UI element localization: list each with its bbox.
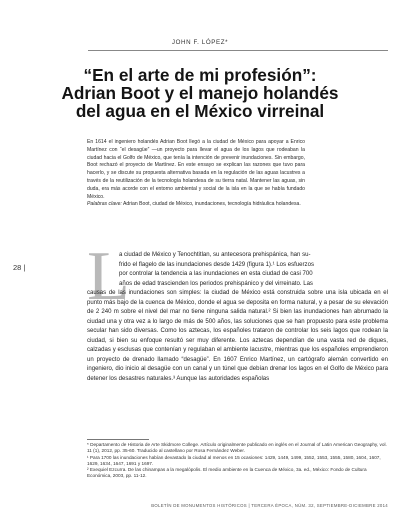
running-footer: BOLETÍN DE MONUMENTOS HISTÓRICOS | TERCERA ÉPOCA, NÚM. 32, SEPTIEMBRE-DICIEMBRE 2014 (151, 503, 388, 508)
body-paragraph: causas de las inundaciones son simples: la ciudad de México está construida sobre una isla ubicada en el punto más bajo de la cuenca de México, donde el agua se deposita en forma natural, y a pesar de su elevación de 2 240 m sobre el nivel del mar no tiene ninguna salida natural.² Si bien las inundaciones han abrumado la ciudad una y otra vez a lo largo de más de 500 años, las soluciones que se han propuesto para este problema secular han sido diversas. Como los aztecas, los españoles trataron de controlar los seis lagos que rodean la ciudad, si bien su enfoque resultó ser muy diferente. Los aztecas dependían de una vasta red de diques, calzadas y esclusas que contenían y regulaban el ambiente lacustre, mientras que los españoles emprendieron un proyecto de drenado llamado “desagüe”. En 1607 Enrico Martínez, un cartógrafo alemán convertido en ingeniero, dio inicio al desagüe con un canal y un túnel que debían drenar los lagos en el Golfo de México para detener los desastres naturales.³ Aunque las autoridades españolas (87, 290, 388, 382)
article-title-line-3: del agua en el México virreinal (75, 101, 325, 121)
abstract-text: En 1614 el ingeniero holandés Adrian Boot llegó a la ciudad de México para apoyar a Enrico Martínez con “el desagüe” —un proyecto para llevar el agua de los lagos que rodeaban la ciudad hacia el Golfo de México, que tenía la intención de prevenir inundaciones. Sin embargo, Boot rechazó el proyecto de Martínez. En este ensayo se explican las razones que tuvo para hacerlo, y se discute su propuesta alternativa basada en la regulación de las aguas lacustres a través de la reutilización de la tecnología holandesa de su tierra natal. Mantener las aguas, sin duda, era más acorde con el entorno ambiental y social de la isla en la que se había fundado México. (87, 139, 305, 200)
header-author: JOHN F. LÓPEZ* (171, 39, 229, 46)
body-line: años de edad trascienden los periodos prehispánico y del virreinato. Las (119, 280, 313, 287)
abstract (87, 139, 305, 209)
keywords-text: Adrian Boot, ciudad de México, inundaciones, tecnología hidráulica holandesa. (122, 201, 301, 208)
drop-cap: L (87, 238, 130, 315)
body-line: por controlar la tendencia a las inundaciones en esta ciudad de casi 700 (119, 271, 313, 277)
footnote: ¹ Para 1700 las inundaciones habían devastado la ciudad al menos en 15 ocasiones: 1429, 1449, 1499, 1552, 1553, 1555, 1580, 1604, 1607, 1629, 1634, 1647, 1691 y 1697. (87, 454, 381, 466)
header-rule (88, 50, 388, 51)
body-text (87, 251, 388, 384)
keywords (87, 201, 305, 209)
keywords-label: Palabras clave: (87, 201, 122, 208)
body-line: frido el flagelo de las inundaciones desde 1429 (figura 1).¹ Los esfuerzos (119, 261, 314, 268)
footnote: * Departamento de Historia de Arte Skidmore College. Artículo originalmente publicado en inglés en el Journal of Latin American Geography, vol. 11 (1), 2012, pp. 35-60. Traducido al castellano por Rosa Fernández Weber. (87, 442, 387, 454)
article-title-line-2: Adrian Boot y el manejo holandés (61, 83, 339, 103)
footnote: ² Exequiel Ezcurra. De las chinampas a la megalópolis. El medio ambiente en la Cuenca de México, 3a. ed., México: Fondo de Cultura Económica, 2003, pp. 11-12. (87, 467, 367, 479)
page-number: 28 | (13, 263, 26, 272)
body-line: a ciudad de México y Tenochtitlan, su antecesora prehispánica, han su- (119, 252, 311, 258)
article-title-line-1: “En el arte de mi profesión”: (83, 65, 317, 85)
footnotes-rule (87, 439, 149, 440)
footnotes (87, 442, 388, 480)
